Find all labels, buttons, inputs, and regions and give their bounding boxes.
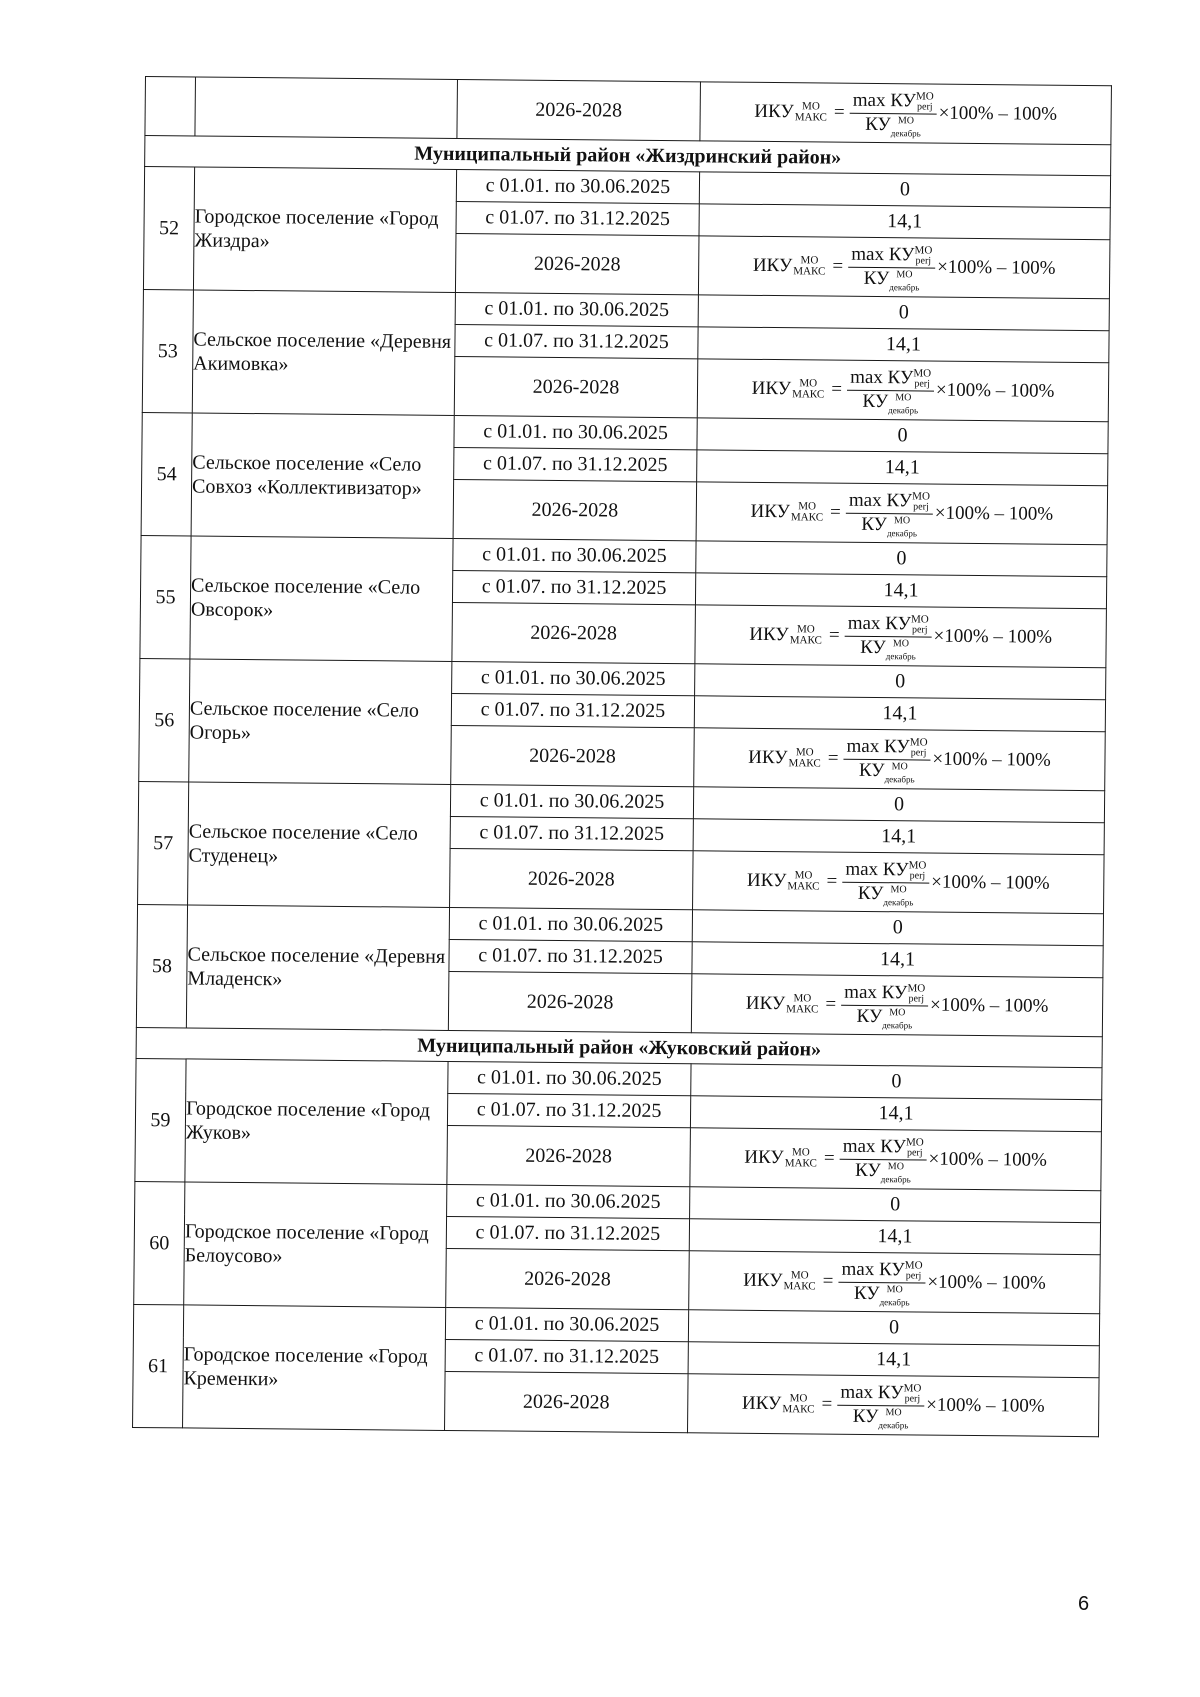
value-first: 0 — [696, 541, 1107, 577]
formula-lhs: ИКУ — [754, 100, 794, 123]
formula-den-main: КУ — [857, 882, 884, 905]
formula-lhs-indices — [790, 624, 822, 646]
formula-den-sup: МО — [886, 1284, 903, 1296]
period-years: 2026-2028 — [452, 602, 696, 663]
formula-numerator — [842, 860, 929, 884]
period-second: с 01.07. по 31.12.2025 — [449, 939, 692, 973]
formula-num-indices — [914, 245, 932, 266]
formula-fraction — [844, 612, 931, 662]
settlement-name: Сельское поселение «Село Огорь» — [189, 659, 452, 785]
value-first: 0 — [699, 172, 1110, 208]
settlement-number: 53 — [142, 289, 193, 412]
formula-num-indices — [905, 1260, 923, 1281]
formula-num-sup: МО — [915, 90, 934, 103]
formula-denominator — [857, 882, 914, 908]
formula-den-indices — [885, 638, 916, 662]
formula-lhs: ИКУ — [746, 869, 787, 892]
formula-den-indices — [879, 1284, 910, 1308]
formula-fraction — [843, 735, 930, 785]
formula-fraction — [847, 366, 934, 416]
formula-lhs-sup: МО — [802, 100, 820, 113]
period-years: 2026-2028 — [448, 971, 692, 1032]
district-header: Муниципальный район «Жуковский район» — [136, 1027, 1102, 1067]
formula-tail: ×100% – 100% — [931, 871, 1050, 894]
settlement-name: Сельское поселение «Село Овсорок» — [190, 536, 453, 662]
period-second: с 01.07. по 31.12.2025 — [452, 570, 695, 604]
formula-num-main: max КУ — [840, 1381, 904, 1404]
value-formula — [694, 728, 1106, 791]
table-row-continuation — [145, 77, 1112, 145]
period-years: 2026-2028 — [447, 1125, 691, 1186]
value-formula — [698, 236, 1110, 299]
formula-den-sub: декабрь — [886, 528, 918, 539]
period-years: 2026-2028 — [455, 233, 699, 294]
formula-tail: ×100% – 100% — [932, 748, 1051, 771]
formula-den-sup: МО — [897, 115, 915, 127]
formula-lhs-sup: МО — [790, 1269, 809, 1282]
formula-den-sup: МО — [895, 392, 912, 404]
formula-num-sub: perj — [911, 624, 928, 636]
period-years: 2026-2028 — [450, 848, 694, 909]
period-first: с 01.01. по 30.06.2025 — [455, 292, 698, 326]
district-header: Муниципальный район «Жиздринский район» — [145, 136, 1111, 176]
formula-den-main: КУ — [860, 636, 886, 659]
formula-fraction — [838, 1258, 925, 1308]
formula-lhs-sup: МО — [795, 746, 814, 759]
formula-equals: = — [825, 993, 837, 1015]
formula-num-main: max КУ — [845, 858, 909, 881]
formula-fraction — [839, 1135, 926, 1185]
formula-lhs-sub: МАКС — [788, 757, 821, 770]
formula-equals: = — [826, 870, 838, 892]
period-first: с 01.01. по 30.06.2025 — [453, 538, 696, 572]
formula-equals: = — [831, 378, 843, 400]
formula-den-sub: декабрь — [885, 651, 916, 662]
formula-lhs-sup: МО — [796, 623, 815, 636]
formula-num-indices — [916, 91, 934, 112]
formula-den-main: КУ — [852, 1405, 879, 1428]
formula-fraction — [848, 243, 935, 293]
page-number: 6 — [1078, 1593, 1090, 1615]
value-first: 0 — [697, 418, 1108, 454]
formula-den-sup: МО — [885, 1407, 902, 1419]
formula-equals: = — [828, 624, 840, 646]
formula-equals: = — [830, 501, 841, 523]
formula-numerator — [841, 983, 928, 1007]
formula — [695, 612, 1105, 660]
formula-numerator — [837, 1383, 924, 1407]
formula-num-sup: МО — [908, 859, 927, 872]
formula-den-sup: МО — [889, 1007, 906, 1019]
formula-den-sup: МО — [890, 884, 907, 896]
formula-den-indices — [884, 761, 915, 785]
period-first: с 01.01. по 30.06.2025 — [454, 415, 697, 449]
formula-num-sub: perj — [906, 1147, 923, 1159]
formula-lhs: ИКУ — [750, 500, 791, 523]
period-first: с 01.01. по 30.06.2025 — [449, 907, 692, 941]
formula-den-main: КУ — [855, 1159, 881, 1182]
formula-num-indices — [913, 368, 931, 389]
formula-num-sub: perj — [914, 378, 930, 390]
formula-num-sup: МО — [903, 1382, 922, 1395]
formula-num-indices — [910, 737, 928, 758]
formula-num-sub: perj — [908, 993, 925, 1005]
settlement-number: 59 — [135, 1058, 186, 1181]
tariff-table — [132, 76, 1112, 1437]
formula-den-sub: декабрь — [879, 1297, 910, 1308]
value-first: 0 — [688, 1310, 1099, 1346]
period-years: 2026-2028 — [445, 1371, 689, 1432]
formula-num-sub: perj — [904, 1393, 921, 1405]
formula-denominator — [856, 1005, 913, 1031]
formula-lhs-indices — [785, 1147, 817, 1169]
formula-fraction — [846, 489, 933, 539]
formula-lhs-indices — [791, 501, 823, 523]
period-first: с 01.01. по 30.06.2025 — [452, 661, 695, 695]
formula-numerator — [850, 91, 937, 115]
formula-lhs-sup: МО — [799, 377, 818, 390]
formula-equals: = — [823, 1147, 835, 1169]
period-first: с 01.01. по 30.06.2025 — [447, 1184, 690, 1218]
settlement-number: 61 — [133, 1304, 184, 1427]
formula-lhs-sub: МАКС — [784, 1157, 817, 1170]
period-years: 2026-2028 — [451, 725, 695, 786]
formula-lhs-indices — [786, 993, 818, 1015]
formula-den-sup: МО — [892, 638, 910, 650]
settlement-name: Городское поселение «Город Жиздра» — [193, 167, 456, 293]
formula-tail: ×100% – 100% — [926, 1394, 1045, 1417]
formula — [699, 243, 1109, 291]
period-cell: 2026-2028 — [457, 79, 701, 140]
value-second: 14,1 — [699, 204, 1110, 240]
formula-num-sup: МО — [904, 1259, 923, 1272]
formula-lhs-sup: МО — [798, 500, 817, 513]
formula-tail: ×100% – 100% — [929, 994, 1049, 1017]
formula-den-indices — [883, 884, 914, 908]
formula-num-sup: МО — [910, 613, 929, 626]
formula-den-sub: декабрь — [890, 128, 921, 139]
value-formula — [688, 1374, 1100, 1437]
formula-equals: = — [821, 1393, 833, 1415]
formula — [692, 981, 1102, 1029]
period-second: с 01.07. по 31.12.2025 — [456, 201, 699, 235]
formula-num-indices — [909, 860, 927, 881]
formula-num-indices — [911, 614, 929, 635]
formula-lhs-indices — [792, 378, 824, 400]
formula-num-indices — [907, 983, 925, 1004]
value-formula — [691, 974, 1103, 1037]
settlement-number: 58 — [136, 904, 187, 1027]
formula-tail: ×100% – 100% — [935, 379, 1055, 402]
value-second: 14,1 — [695, 573, 1106, 609]
formula-numerator — [843, 737, 930, 761]
formula-lhs-sup: МО — [800, 254, 819, 267]
formula-den-indices — [888, 392, 919, 416]
num-cell — [145, 77, 196, 136]
formula-lhs-sup: МО — [791, 1146, 810, 1159]
formula-den-sub: декабрь — [889, 282, 920, 293]
formula-equals: = — [827, 747, 839, 769]
formula-denominator — [858, 759, 915, 785]
formula-denominator — [855, 1159, 911, 1185]
formula-lhs: ИКУ — [752, 254, 793, 277]
formula-den-main: КУ — [863, 267, 890, 290]
formula-num-main: max КУ — [848, 489, 913, 512]
value-first: 0 — [690, 1187, 1101, 1223]
formula-lhs-sup: МО — [793, 992, 812, 1005]
value-formula — [689, 1251, 1101, 1314]
formula-den-indices — [878, 1407, 909, 1431]
formula-lhs-sub: МАКС — [793, 265, 826, 278]
formula-num-indices — [912, 491, 930, 512]
formula-den-sub: декабрь — [884, 774, 915, 785]
formula-num-main: max КУ — [847, 612, 912, 635]
formula-tail: ×100% – 100% — [934, 502, 1054, 525]
period-second: с 01.07. по 31.12.2025 — [455, 324, 698, 358]
value-first: 0 — [695, 664, 1106, 700]
formula-den-indices — [882, 1007, 913, 1031]
settlement-name: Сельское поселение «Село Студенец» — [188, 782, 451, 908]
value-second: 14,1 — [689, 1219, 1100, 1255]
value-second: 14,1 — [694, 696, 1105, 732]
settlement-name: Сельское поселение «Деревня Младенск» — [186, 905, 449, 1031]
value-first: 0 — [693, 787, 1104, 823]
formula-equals: = — [822, 1270, 834, 1292]
formula-num-sub: perj — [916, 101, 933, 113]
formula-den-sup: МО — [896, 269, 913, 281]
formula-lhs: ИКУ — [751, 377, 792, 400]
formula-num-sup: МО — [909, 736, 928, 749]
period-second: с 01.07. по 31.12.2025 — [445, 1339, 688, 1373]
formula — [690, 1135, 1100, 1183]
value-first: 0 — [691, 1064, 1102, 1100]
formula-denominator — [852, 1405, 909, 1431]
value-formula — [695, 605, 1107, 668]
value-second: 14,1 — [693, 819, 1104, 855]
value-second: 14,1 — [690, 1096, 1101, 1132]
formula-denominator — [865, 113, 921, 139]
formula-lhs-indices — [782, 1393, 814, 1415]
formula-lhs-sub: МАКС — [792, 388, 825, 401]
value-first: 0 — [692, 910, 1103, 946]
settlement-number: 54 — [141, 412, 192, 535]
formula-den-indices — [890, 115, 921, 139]
formula-den-sup: МО — [891, 761, 908, 773]
formula-numerator — [846, 491, 933, 515]
formula-num-sup: МО — [907, 982, 926, 995]
formula-num-main: max КУ — [844, 981, 908, 1004]
formula-denominator — [853, 1282, 910, 1308]
period-years: 2026-2028 — [454, 356, 698, 417]
formula-num-sub: perj — [910, 747, 927, 759]
formula-den-main: КУ — [865, 113, 891, 136]
formula — [698, 366, 1108, 414]
period-second: с 01.07. по 31.12.2025 — [451, 693, 694, 727]
formula-num-main: max КУ — [846, 735, 910, 758]
formula-numerator — [847, 368, 934, 392]
formula-lhs-indices — [795, 101, 827, 123]
formula-denominator — [860, 636, 916, 662]
formula-den-main: КУ — [861, 513, 888, 536]
formula-den-sub: декабрь — [882, 1020, 913, 1031]
tariff-table-body — [133, 77, 1112, 1437]
period-second: с 01.07. по 31.12.2025 — [454, 447, 697, 481]
formula-den-sup: МО — [893, 515, 911, 527]
value-second: 14,1 — [698, 327, 1109, 363]
formula-den-sub: декабрь — [883, 897, 914, 908]
formula-den-indices — [880, 1161, 911, 1185]
formula-lhs-indices — [793, 255, 825, 277]
formula-lhs-sub: МАКС — [783, 1280, 816, 1293]
formula-tail: ×100% – 100% — [933, 625, 1053, 648]
formula-num-sup: МО — [905, 1136, 924, 1149]
formula-lhs-sup: МО — [789, 1392, 808, 1405]
formula-den-sup: МО — [887, 1161, 905, 1173]
formula-lhs-sub: МАКС — [789, 634, 822, 647]
formula-den-sub: декабрь — [878, 1420, 909, 1431]
formula-denominator — [863, 267, 920, 293]
formula-den-sub: декабрь — [888, 405, 919, 416]
formula — [693, 858, 1103, 906]
period-first: с 01.01. по 30.06.2025 — [448, 1061, 691, 1095]
formula-num-main: max КУ — [841, 1258, 905, 1281]
formula — [688, 1381, 1098, 1429]
formula-num-main: max КУ — [852, 89, 917, 112]
formula-equals: = — [832, 255, 844, 277]
formula-tail: ×100% – 100% — [937, 256, 1056, 279]
formula-num-sup: МО — [913, 367, 932, 380]
formula-num-sub: perj — [909, 870, 926, 882]
formula-fraction — [842, 858, 929, 908]
value-formula — [693, 851, 1105, 914]
formula-numerator — [838, 1260, 925, 1284]
formula — [694, 735, 1104, 783]
value-first: 0 — [698, 295, 1109, 331]
value-formula — [690, 1128, 1102, 1191]
formula-equals: = — [833, 101, 845, 123]
formula-tail: ×100% – 100% — [938, 102, 1058, 125]
formula-lhs-sub: МАКС — [790, 511, 824, 524]
value-formula — [696, 482, 1108, 545]
formula-fraction — [841, 981, 928, 1031]
formula — [700, 89, 1110, 137]
period-years: 2026-2028 — [453, 479, 697, 540]
formula — [697, 489, 1107, 537]
formula — [689, 1258, 1099, 1306]
formula-numerator — [840, 1137, 927, 1161]
formula-num-sub: perj — [913, 501, 929, 513]
value-second: 14,1 — [692, 942, 1103, 978]
formula-den-main: КУ — [858, 759, 885, 782]
formula-lhs-indices — [783, 1270, 815, 1292]
settlement-number: 57 — [138, 781, 189, 904]
formula-den-indices — [886, 515, 918, 539]
value-second: 14,1 — [688, 1342, 1099, 1378]
formula-lhs: ИКУ — [745, 992, 786, 1015]
settlement-name: Городское поселение «Город Белоусово» — [184, 1182, 447, 1308]
formula-den-indices — [889, 269, 920, 293]
formula-num-main: max КУ — [842, 1135, 907, 1158]
settlement-name: Сельское поселение «Село Совхоз «Коллективизатор» — [191, 413, 454, 539]
formula-lhs: ИКУ — [748, 746, 788, 769]
period-years: 2026-2028 — [446, 1248, 690, 1309]
formula-numerator — [845, 614, 932, 638]
formula-lhs: ИКУ — [743, 1269, 783, 1292]
formula-num-sup: МО — [914, 244, 933, 257]
formula-lhs-indices — [789, 747, 821, 769]
formula-lhs-sub: МАКС — [794, 111, 827, 124]
formula-den-main: КУ — [856, 1005, 883, 1028]
formula-num-main: max КУ — [851, 243, 915, 266]
settlement-number: 55 — [140, 535, 191, 658]
formula-num-indices — [903, 1383, 921, 1404]
formula-lhs-sup: МО — [794, 869, 813, 882]
formula-num-sub: perj — [915, 255, 932, 267]
formula-fraction — [849, 89, 936, 139]
period-second: с 01.07. по 31.12.2025 — [450, 816, 693, 850]
settlement-number: 60 — [134, 1181, 185, 1304]
formula-num-sub: perj — [905, 1270, 922, 1282]
formula-den-main: КУ — [853, 1282, 880, 1305]
formula-tail: ×100% – 100% — [927, 1271, 1046, 1294]
settlement-number: 56 — [139, 658, 190, 781]
formula-lhs-sub: МАКС — [786, 1003, 819, 1016]
formula-lhs: ИКУ — [741, 1392, 782, 1415]
period-second: с 01.07. по 31.12.2025 — [446, 1216, 689, 1250]
formula-lhs-sub: МАКС — [787, 880, 820, 893]
formula-den-sub: декабрь — [880, 1174, 911, 1185]
value-second: 14,1 — [697, 450, 1108, 486]
settlement-name: Городское поселение «Город Кременки» — [183, 1305, 446, 1431]
period-first: с 01.01. по 30.06.2025 — [445, 1307, 688, 1341]
settlement-name: Городское поселение «Город Жуков» — [185, 1059, 448, 1185]
formula-tail: ×100% – 100% — [928, 1148, 1048, 1171]
formula-lhs: ИКУ — [744, 1146, 784, 1169]
formula-num-sup: МО — [912, 490, 930, 503]
formula-den-main: КУ — [862, 390, 889, 413]
period-second: с 01.07. по 31.12.2025 — [447, 1093, 690, 1127]
period-first: с 01.01. по 30.06.2025 — [456, 169, 699, 203]
period-first: с 01.01. по 30.06.2025 — [450, 784, 693, 818]
settlement-number: 52 — [143, 167, 194, 290]
value-formula — [697, 359, 1109, 422]
formula-num-main: max КУ — [850, 366, 914, 389]
formula-lhs-indices — [787, 870, 819, 892]
formula-denominator — [861, 513, 918, 539]
formula-num-indices — [906, 1137, 924, 1158]
formula-lhs-sub: МАКС — [782, 1403, 815, 1416]
formula-numerator — [848, 245, 935, 269]
name-cell — [195, 77, 458, 139]
settlement-name: Сельское поселение «Деревня Акимовка» — [192, 290, 455, 416]
formula-denominator — [862, 390, 919, 416]
formula-fraction — [837, 1381, 924, 1431]
value-cell — [700, 82, 1112, 145]
formula-lhs: ИКУ — [749, 623, 789, 646]
